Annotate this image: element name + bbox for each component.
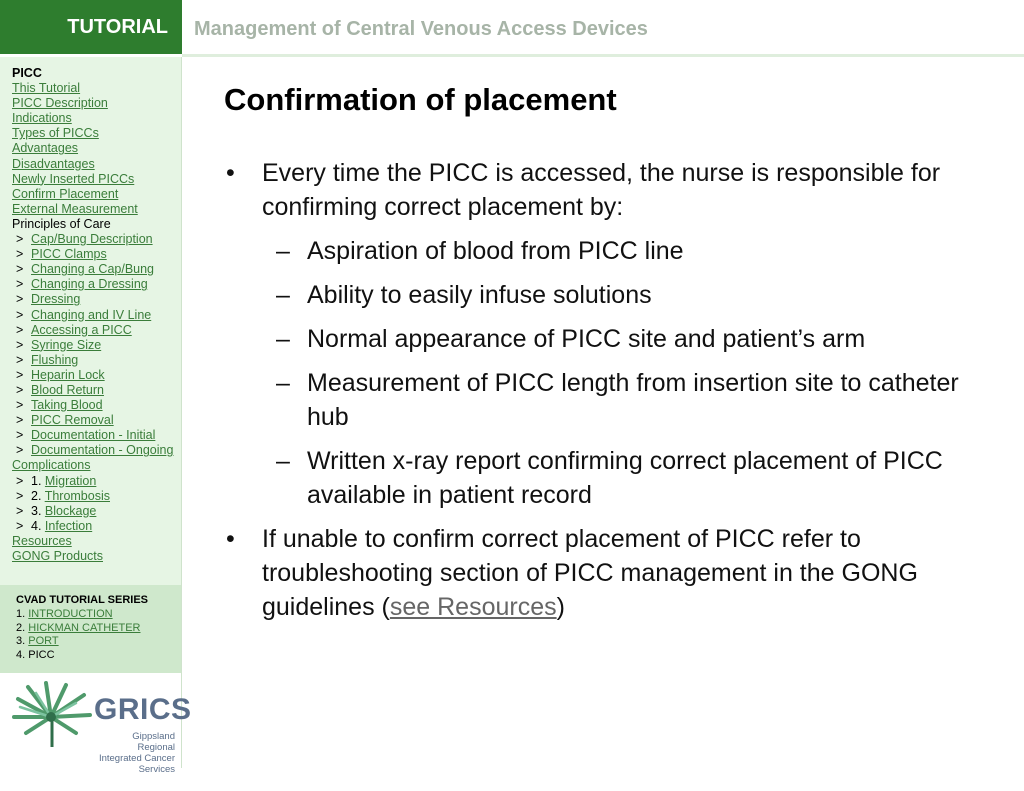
nav-link-cap-bung-description[interactable]: Cap/Bung Description <box>31 232 153 247</box>
series-number: 3. <box>16 635 26 648</box>
sub-marker: > <box>16 352 24 367</box>
nav-link-blood-return[interactable]: Blood Return <box>31 382 104 397</box>
series-link-introduction[interactable]: INTRODUCTION <box>28 607 113 620</box>
nav-link-this-tutorial[interactable]: This Tutorial <box>12 81 81 96</box>
nav-link-complications[interactable]: Complications <box>12 458 91 473</box>
nav-link-gong-products[interactable]: GONG Products <box>12 549 103 563</box>
see-resources-link[interactable]: see Resources <box>389 593 557 621</box>
bullet-text-end: ) <box>556 593 565 621</box>
sub-marker: > <box>16 232 24 247</box>
nav-link-migration[interactable]: Migration <box>44 473 97 488</box>
logo-line-1: Gippsland Regional <box>132 731 175 753</box>
sidebar-nav <box>12 66 184 564</box>
sub-marker: > <box>16 428 24 443</box>
sub-marker: > <box>16 443 24 458</box>
dash-marker: – <box>276 325 290 353</box>
sub-marker: > <box>16 398 24 413</box>
series-current-picc: PICC <box>28 649 55 662</box>
nav-link-syringe-size[interactable]: Syringe Size <box>31 337 102 352</box>
bullet-item <box>224 156 984 224</box>
sub-bullet-item <box>224 444 984 512</box>
nav-link-taking-blood[interactable]: Taking Blood <box>31 398 103 413</box>
series-link-hickman-catheter[interactable]: HICKMAN CATHETER <box>28 621 141 634</box>
sub-marker: > <box>16 307 24 322</box>
nav-link-picc-removal[interactable]: PICC Removal <box>31 413 114 428</box>
sidebar <box>0 57 192 775</box>
bullet-marker: • <box>226 159 235 187</box>
logo-subtitle <box>93 731 175 775</box>
sub-bullet-item <box>224 366 984 434</box>
series-number: 1. <box>16 607 26 620</box>
nav-link-changing-dressing[interactable]: Changing a Dressing <box>31 277 148 292</box>
nav-link-picc-description[interactable]: PICC Description <box>12 96 108 111</box>
nav-link-documentation-ongoing[interactable]: Documentation - Ongoing <box>31 443 174 458</box>
sub-marker: > <box>16 337 24 352</box>
dash-marker: – <box>276 447 290 475</box>
sub-marker: > <box>16 382 24 397</box>
nav-link-thrombosis[interactable]: Thrombosis <box>44 488 110 503</box>
complication-number: 4. <box>31 518 42 533</box>
bullet-text: Every time the PICC is accessed, the nurse is responsible for confirming correct placement by: <box>262 159 941 221</box>
sub-bullet-text: Normal appearance of PICC site and patient’s arm <box>307 325 866 353</box>
sub-marker: > <box>16 262 24 277</box>
nav-link-changing-cap-bung[interactable]: Changing a Cap/Bung <box>31 262 155 277</box>
series-number: 4. <box>16 649 26 662</box>
nav-link-types-of-piccs[interactable]: Types of PICCs <box>12 126 99 141</box>
nav-link-flushing[interactable]: Flushing <box>31 352 79 367</box>
sub-marker: > <box>16 413 24 428</box>
nav-link-picc-clamps[interactable]: PICC Clamps <box>31 247 107 262</box>
grics-logo <box>0 673 192 791</box>
nav-link-heparin-lock[interactable]: Heparin Lock <box>31 367 105 382</box>
nav-link-resources[interactable]: Resources <box>12 533 72 548</box>
nav-link-accessing-picc[interactable]: Accessing a PICC <box>31 322 132 337</box>
sub-marker: > <box>16 503 24 518</box>
sub-bullet-item <box>224 234 984 268</box>
nav-link-confirm-placement[interactable]: Confirm Placement <box>12 186 119 201</box>
series-title: CVAD TUTORIAL SERIES <box>16 594 149 606</box>
nav-link-external-measurement[interactable]: External Measurement <box>12 201 138 216</box>
nav-link-blockage[interactable]: Blockage <box>44 503 97 518</box>
bullet-text: If unable to confirm correct placement of PICC refer to troubleshooting section of PICC management in the GONG guidelines ( <box>262 525 918 621</box>
logo-line-2: Integrated Cancer Services <box>98 753 175 775</box>
sub-bullet-text: Ability to easily infuse solutions <box>307 281 652 309</box>
principles-heading: Principles of Care <box>12 216 111 231</box>
sub-marker: > <box>16 247 24 262</box>
sub-marker: > <box>16 292 24 307</box>
series-number: 2. <box>16 621 26 634</box>
sub-bullet-item <box>224 278 984 312</box>
nav-link-indications[interactable]: Indications <box>12 111 72 126</box>
bullet-item <box>224 522 984 624</box>
complication-number: 1. <box>31 473 42 488</box>
tutorial-badge: TUTORIAL <box>0 0 182 54</box>
nav-link-disadvantages[interactable]: Disadvantages <box>12 156 95 171</box>
tutorial-series-box <box>0 585 181 673</box>
sub-marker: > <box>16 322 24 337</box>
complication-number: 2. <box>31 488 42 503</box>
sub-bullet-item <box>224 322 984 356</box>
page-header-title: Management of Central Venous Access Devices <box>194 18 648 40</box>
header-divider <box>182 54 1024 57</box>
dash-marker: – <box>276 237 290 265</box>
sidebar-heading: PICC <box>12 66 42 80</box>
sub-marker: > <box>16 277 24 292</box>
nav-link-dressing[interactable]: Dressing <box>31 292 81 307</box>
nav-link-documentation-initial[interactable]: Documentation - Initial <box>31 428 156 443</box>
sub-marker: > <box>16 518 24 533</box>
sub-marker: > <box>16 488 24 503</box>
sub-bullet-text: Aspiration of blood from PICC line <box>307 237 684 265</box>
slide-content <box>224 156 984 634</box>
bullet-marker: • <box>226 525 235 553</box>
series-link-port[interactable]: PORT <box>28 635 59 648</box>
logo-name: GRICS <box>94 693 192 726</box>
slide-title: Confirmation of placement <box>224 82 617 117</box>
nav-link-newly-inserted-piccs[interactable]: Newly Inserted PICCs <box>12 171 135 186</box>
dash-marker: – <box>276 281 290 309</box>
sub-marker: > <box>16 473 24 488</box>
sub-bullet-text: Measurement of PICC length from insertion site to catheter hub <box>307 369 959 431</box>
sub-marker: > <box>16 367 24 382</box>
nav-link-infection[interactable]: Infection <box>44 518 93 533</box>
nav-link-changing-iv-line[interactable]: Changing and IV Line <box>31 307 152 322</box>
nav-link-advantages[interactable]: Advantages <box>12 141 79 156</box>
dash-marker: – <box>276 369 290 397</box>
sub-bullet-text: Written x-ray report confirming correct placement of PICC available in patient record <box>307 447 943 509</box>
complication-number: 3. <box>31 503 42 518</box>
grics-flower-icon <box>6 679 96 749</box>
